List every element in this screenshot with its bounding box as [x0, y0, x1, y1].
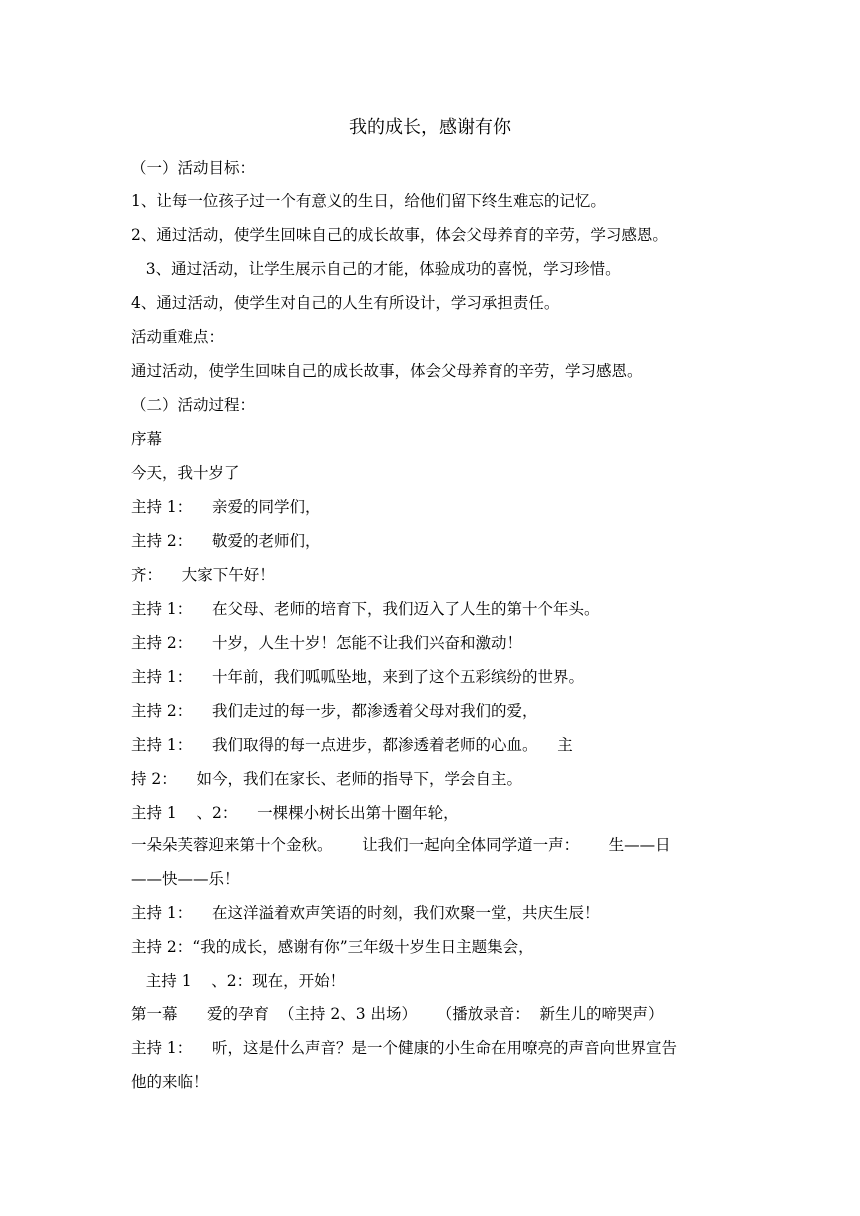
text-line: 4、通过活动，使学生对自己的人生有所设计，学习承担责任。 — [131, 294, 560, 312]
text-line: 序幕 — [131, 430, 163, 448]
text-line: 主持 1： 亲爱的同学们， — [131, 498, 321, 516]
document-title: 我的成长，感谢有你 — [349, 117, 511, 138]
text-line: （一）活动目标： — [131, 159, 256, 177]
text-line: 持 2： 如今，我们在家长、老师的指导下，学会自主。 — [131, 770, 522, 788]
text-line: 主持 1： 十年前，我们呱呱坠地，来到了这个五彩缤纷的世界。 — [131, 668, 584, 686]
text-line: 2、通过活动，使学生回味自己的成长故事，体会父母养育的辛劳，学习感恩。 — [131, 226, 668, 244]
text-line: （二）活动过程： — [131, 396, 256, 414]
text-line: 齐： 大家下午好！ — [131, 566, 275, 584]
text-line: 1、让每一位孩子过一个有意义的生日，给他们留下终生难忘的记忆。 — [131, 192, 606, 210]
text-line: 今天，我十岁了 — [131, 464, 240, 482]
text-line: 一朵朵芙蓉迎来第十个金秋。 让我们一起向全体同学道一声： 生——日 — [131, 836, 671, 854]
text-line: 主持 1： 在父母、老师的培育下，我们迈入了人生的第十个年头。 — [131, 600, 600, 618]
text-line: 第一幕 爱的孕育 （主持 2、3 出场） （播放录音： 新生儿的啼哭声） — [131, 1005, 664, 1023]
text-line: 他的来临！ — [131, 1073, 209, 1091]
text-line: 通过活动，使学生回味自己的成长故事，体会父母养育的辛劳，学习感恩。 — [131, 362, 643, 380]
text-line: 3、通过活动，让学生展示自己的才能，体验成功的喜悦，学习珍惜。 — [131, 260, 621, 278]
text-line: 主持 1： 听，这是什么声音？是一个健康的小生命在用嘹亮的声音向世界宣告 — [131, 1039, 677, 1057]
text-line: 主持 1： 我们取得的每一点进步，都渗透着老师的心血。 主 — [131, 736, 573, 754]
text-line: 主持 1 、2：现在，开始！ — [131, 972, 346, 990]
text-line: 主持 2： 我们走过的每一步，都渗透着父母对我们的爱， — [131, 702, 538, 720]
text-line: 活动重难点： — [131, 328, 225, 346]
text-line: 主持 2： 十岁，人生十岁！怎能不让我们兴奋和激动！ — [131, 634, 522, 652]
text-line: 主持 2：“我的成长，感谢有你”三年级十岁生日主题集会， — [131, 938, 534, 956]
text-line: ——快——乐！ — [131, 870, 240, 888]
text-line: 主持 1： 在这洋溢着欢声笑语的时刻，我们欢聚一堂，共庆生辰！ — [131, 904, 600, 922]
text-line: 主持 1 、2： 一棵棵小树长出第十圈年轮， — [131, 804, 459, 822]
text-line: 主持 2： 敬爱的老师们， — [131, 532, 321, 550]
